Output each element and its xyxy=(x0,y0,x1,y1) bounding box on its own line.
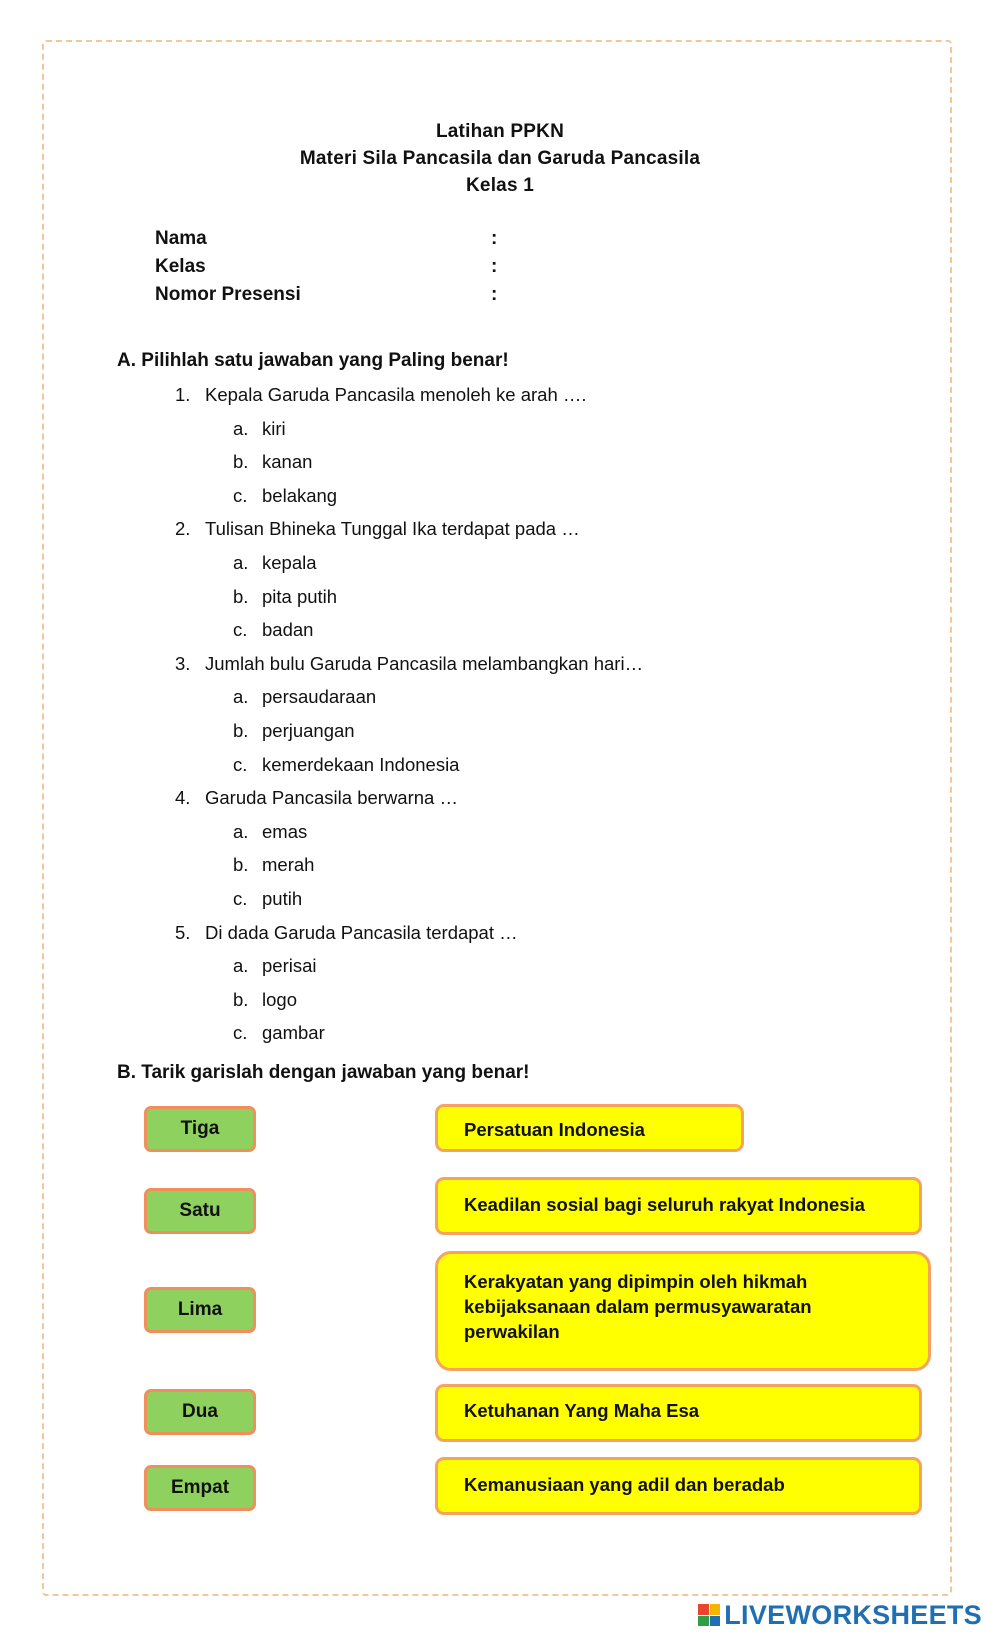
question-number: 4. xyxy=(175,787,191,809)
option-letter: b. xyxy=(233,854,249,876)
match-left-tiga[interactable]: Tiga xyxy=(144,1106,256,1152)
option-letter: c. xyxy=(233,484,248,506)
option-text: pita putih xyxy=(262,585,338,607)
identity-row-name xyxy=(155,225,515,253)
match-right-kemanusiaan[interactable]: Kemanusiaan yang adil dan beradab xyxy=(435,1457,922,1515)
liveworksheets-icon xyxy=(698,1604,720,1626)
identity-label: Nomor Presensi xyxy=(155,284,301,305)
match-right-keadilan[interactable]: Keadilan sosial bagi seluruh rakyat Indonesia xyxy=(435,1177,922,1235)
option-letter: c. xyxy=(233,1022,248,1044)
option-letter: b. xyxy=(233,451,249,473)
option-letter: a. xyxy=(233,686,249,708)
option-text: kemerdekaan Indonesia xyxy=(262,753,460,775)
logo-square xyxy=(698,1604,709,1615)
option-text: belakang xyxy=(262,484,338,506)
section-a-heading: A. Pilihlah satu jawaban yang Paling benar! xyxy=(117,350,509,371)
title-line-1: Latihan PPKN xyxy=(435,121,565,142)
option-text: gambar xyxy=(262,1022,325,1044)
option-text: putih xyxy=(262,887,303,909)
identity-label: Kelas xyxy=(155,256,206,277)
option-letter: c. xyxy=(233,753,248,775)
option-letter: c. xyxy=(233,887,248,909)
option-letter: b. xyxy=(233,585,249,607)
title-line-3: Kelas 1 xyxy=(466,175,534,196)
identity-colon: : xyxy=(491,284,498,305)
question-text: Jumlah bulu Garuda Pancasila melambangkan hari… xyxy=(205,652,644,674)
question-text: Garuda Pancasila berwarna … xyxy=(205,787,458,809)
option-letter: c. xyxy=(233,619,248,641)
option-text: merah xyxy=(262,854,315,876)
option-letter: a. xyxy=(233,551,249,573)
section-b-heading: B. Tarik garislah dengan jawaban yang benar! xyxy=(117,1062,530,1083)
logo-square xyxy=(710,1604,721,1615)
question-number: 5. xyxy=(175,921,191,943)
option-text: kanan xyxy=(262,451,313,473)
option-text: logo xyxy=(262,988,297,1010)
question-text: Di dada Garuda Pancasila terdapat … xyxy=(205,921,518,943)
match-left-lima[interactable]: Lima xyxy=(144,1287,256,1333)
identity-colon: : xyxy=(491,256,498,277)
logo-square xyxy=(710,1616,721,1627)
option-text: perisai xyxy=(262,955,317,977)
title-line-2: Materi Sila Pancasila dan Garuda Pancasila xyxy=(299,148,701,169)
liveworksheets-wordmark: LIVEWORKSHEETS xyxy=(724,1599,982,1630)
match-left-empat[interactable]: Empat xyxy=(144,1465,256,1511)
option-text: badan xyxy=(262,619,314,641)
liveworksheets-logo xyxy=(698,1600,982,1630)
option-letter: b. xyxy=(233,719,249,741)
option-text: perjuangan xyxy=(262,719,355,741)
option-text: kepala xyxy=(262,551,317,573)
match-right-persatuan[interactable]: Persatuan Indonesia xyxy=(435,1104,744,1152)
identity-row-class xyxy=(155,253,515,281)
question-text: Tulisan Bhineka Tunggal Ika terdapat pada … xyxy=(205,518,580,540)
match-left-satu[interactable]: Satu xyxy=(144,1188,256,1234)
match-right-kerakyatan[interactable]: Kerakyatan yang dipimpin oleh hikmah kebijaksanaan dalam permusyawaratan perwakilan xyxy=(435,1251,931,1371)
option-text: persaudaraan xyxy=(262,686,377,708)
identity-colon: : xyxy=(491,228,498,249)
option-letter: b. xyxy=(233,988,249,1010)
match-left-dua[interactable]: Dua xyxy=(144,1389,256,1435)
match-right-ketuhanan[interactable]: Ketuhanan Yang Maha Esa xyxy=(435,1384,922,1442)
identity-label: Nama xyxy=(155,228,207,249)
logo-square xyxy=(698,1616,709,1627)
option-letter: a. xyxy=(233,955,249,977)
question-number: 1. xyxy=(175,384,191,405)
document-title xyxy=(0,118,1000,199)
option-text: kiri xyxy=(262,417,286,439)
question-text: Kepala Garuda Pancasila menoleh ke arah …. xyxy=(205,384,587,405)
question-number: 2. xyxy=(175,518,191,540)
option-letter: a. xyxy=(233,417,249,439)
option-text: emas xyxy=(262,820,308,842)
option-letter: a. xyxy=(233,820,249,842)
student-identity xyxy=(155,225,515,309)
question-number: 3. xyxy=(175,652,191,674)
identity-row-attendance-number xyxy=(155,281,515,309)
